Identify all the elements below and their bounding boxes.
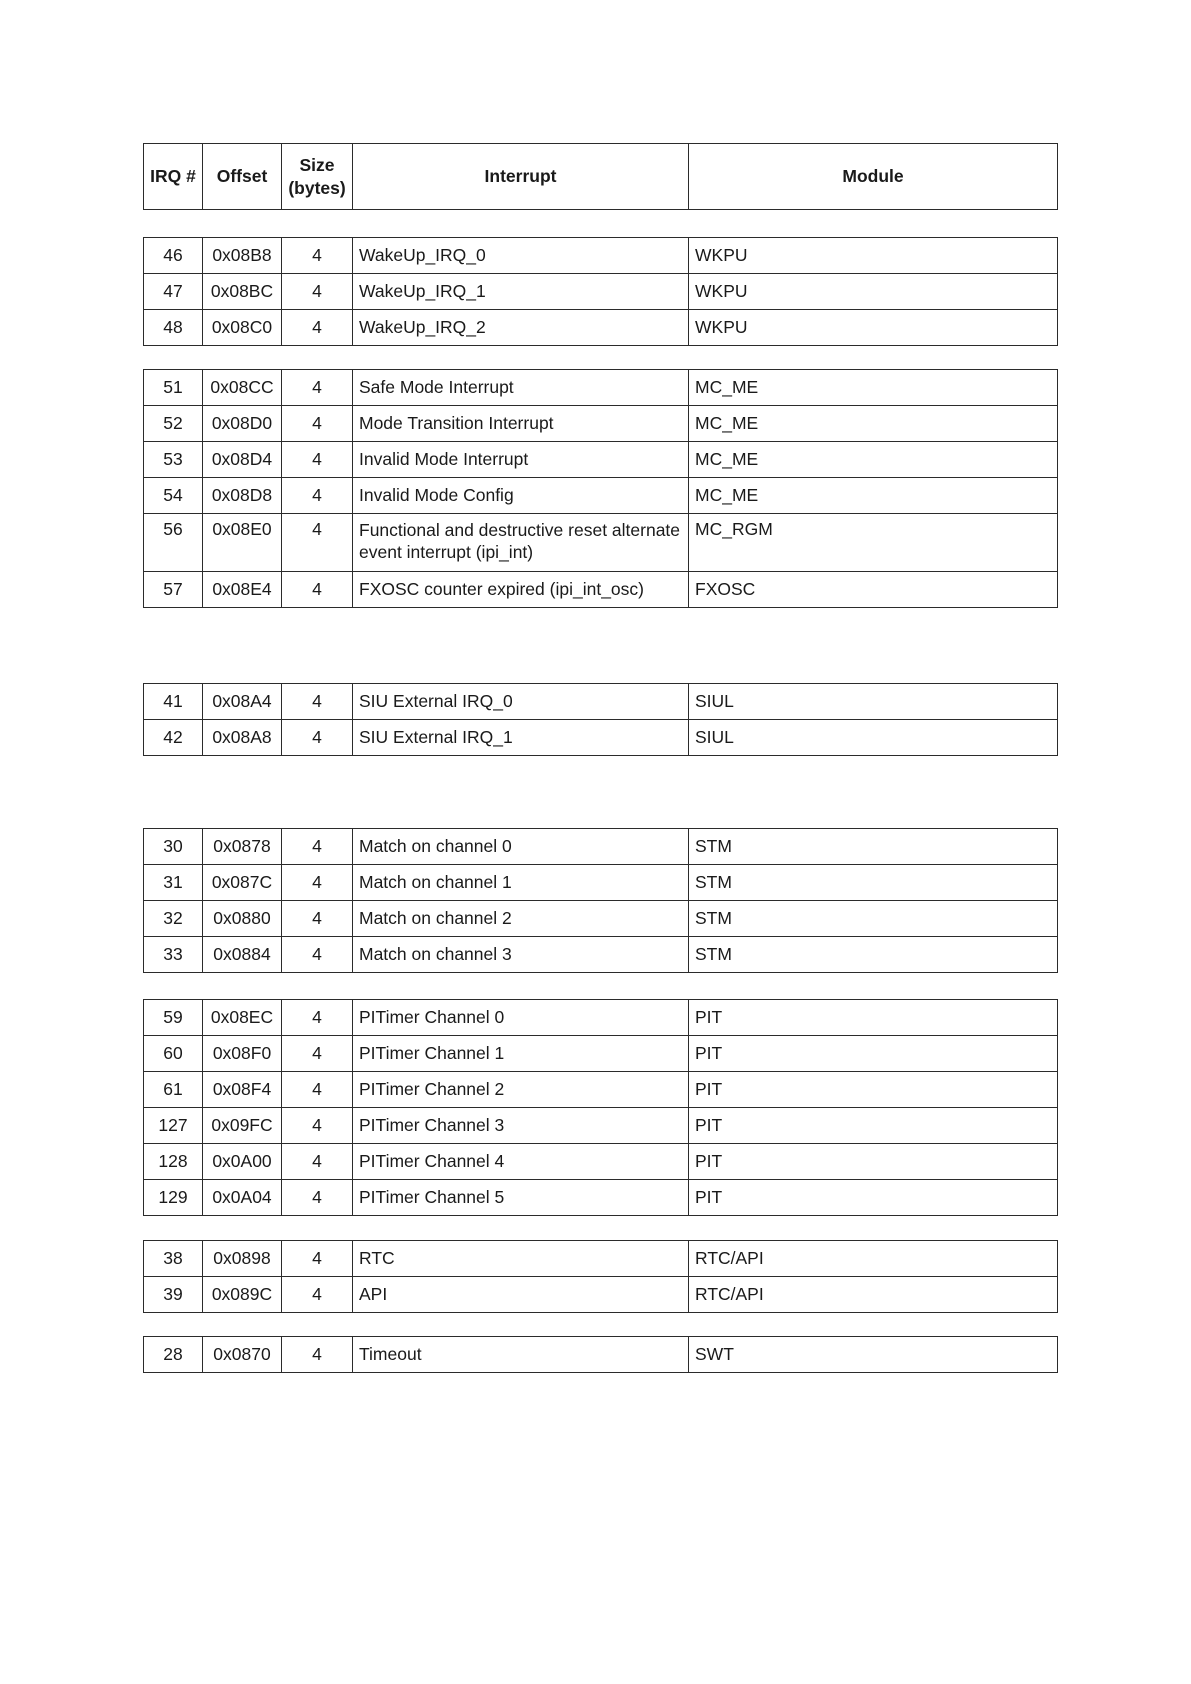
cell-offset: 0x08F4 (203, 1072, 282, 1108)
cell-size: 4 (282, 478, 353, 514)
cell-size: 4 (282, 1108, 353, 1144)
cell-size: 4 (282, 370, 353, 406)
cell-irq: 129 (144, 1180, 203, 1216)
table-row (144, 1180, 1058, 1216)
cell-interrupt: API (353, 1277, 689, 1313)
cell-size: 4 (282, 406, 353, 442)
cell-offset: 0x08C0 (203, 310, 282, 346)
table-row (144, 1108, 1058, 1144)
cell-interrupt: PITimer Channel 4 (353, 1144, 689, 1180)
irq-group-table (143, 237, 1058, 346)
cell-size: 4 (282, 865, 353, 901)
table-row (144, 310, 1058, 346)
header-module: Module (689, 144, 1058, 210)
cell-irq: 60 (144, 1036, 203, 1072)
cell-offset: 0x08CC (203, 370, 282, 406)
cell-interrupt: WakeUp_IRQ_0 (353, 238, 689, 274)
cell-size: 4 (282, 1180, 353, 1216)
irq-group-table (143, 1240, 1058, 1313)
cell-module: PIT (689, 1108, 1058, 1144)
table-row (144, 238, 1058, 274)
cell-module: RTC/API (689, 1277, 1058, 1313)
cell-interrupt: Match on channel 1 (353, 865, 689, 901)
table-row (144, 406, 1058, 442)
irq-group-table (143, 999, 1058, 1216)
cell-interrupt: Match on channel 3 (353, 937, 689, 973)
cell-module: PIT (689, 1000, 1058, 1036)
cell-size: 4 (282, 572, 353, 608)
cell-irq: 127 (144, 1108, 203, 1144)
table-row (144, 1241, 1058, 1277)
cell-size: 4 (282, 1241, 353, 1277)
cell-irq: 61 (144, 1072, 203, 1108)
cell-module: MC_RGM (689, 514, 1058, 572)
cell-size: 4 (282, 274, 353, 310)
cell-irq: 31 (144, 865, 203, 901)
header-offset: Offset (203, 144, 282, 210)
cell-module: STM (689, 937, 1058, 973)
cell-irq: 38 (144, 1241, 203, 1277)
cell-module: PIT (689, 1144, 1058, 1180)
cell-module: SIUL (689, 684, 1058, 720)
cell-offset: 0x08A8 (203, 720, 282, 756)
cell-size: 4 (282, 684, 353, 720)
table-row (144, 478, 1058, 514)
cell-size: 4 (282, 1337, 353, 1373)
cell-interrupt: SIU External IRQ_0 (353, 684, 689, 720)
cell-offset: 0x08A4 (203, 684, 282, 720)
cell-interrupt: Functional and destructive reset alternate event interrupt (ipi_int) (353, 514, 689, 572)
cell-interrupt: Invalid Mode Config (353, 478, 689, 514)
cell-interrupt: Safe Mode Interrupt (353, 370, 689, 406)
cell-module: WKPU (689, 238, 1058, 274)
table-row (144, 572, 1058, 608)
cell-interrupt: PITimer Channel 5 (353, 1180, 689, 1216)
cell-irq: 42 (144, 720, 203, 756)
cell-size: 4 (282, 238, 353, 274)
cell-offset: 0x0878 (203, 829, 282, 865)
cell-irq: 56 (144, 514, 203, 572)
table-row (144, 937, 1058, 973)
cell-module: MC_ME (689, 406, 1058, 442)
irq-group-table (143, 683, 1058, 756)
table-row (144, 1036, 1058, 1072)
cell-module: SIUL (689, 720, 1058, 756)
cell-offset: 0x08E4 (203, 572, 282, 608)
cell-irq: 52 (144, 406, 203, 442)
cell-interrupt: Timeout (353, 1337, 689, 1373)
table-row (144, 514, 1058, 572)
cell-module: WKPU (689, 274, 1058, 310)
table-row (144, 1000, 1058, 1036)
cell-offset: 0x08D8 (203, 478, 282, 514)
cell-module: STM (689, 829, 1058, 865)
cell-interrupt: PITimer Channel 3 (353, 1108, 689, 1144)
cell-module: SWT (689, 1337, 1058, 1373)
cell-offset: 0x08D4 (203, 442, 282, 478)
cell-irq: 32 (144, 901, 203, 937)
cell-irq: 53 (144, 442, 203, 478)
table-row (144, 720, 1058, 756)
cell-size: 4 (282, 1277, 353, 1313)
cell-module: FXOSC (689, 572, 1058, 608)
irq-group-table (143, 1336, 1058, 1373)
header-row (144, 144, 1058, 210)
cell-offset: 0x08BC (203, 274, 282, 310)
cell-module: STM (689, 901, 1058, 937)
cell-irq: 33 (144, 937, 203, 973)
cell-offset: 0x0A04 (203, 1180, 282, 1216)
irq-header-table (143, 143, 1058, 210)
cell-interrupt: PITimer Channel 1 (353, 1036, 689, 1072)
table-row (144, 370, 1058, 406)
cell-size: 4 (282, 901, 353, 937)
cell-interrupt: PITimer Channel 0 (353, 1000, 689, 1036)
cell-offset: 0x0898 (203, 1241, 282, 1277)
cell-offset: 0x08E0 (203, 514, 282, 572)
cell-irq: 51 (144, 370, 203, 406)
cell-module: PIT (689, 1036, 1058, 1072)
cell-size: 4 (282, 829, 353, 865)
cell-offset: 0x08F0 (203, 1036, 282, 1072)
cell-offset: 0x0A00 (203, 1144, 282, 1180)
table-row (144, 442, 1058, 478)
cell-irq: 54 (144, 478, 203, 514)
table-row (144, 1072, 1058, 1108)
cell-module: PIT (689, 1072, 1058, 1108)
cell-irq: 48 (144, 310, 203, 346)
cell-irq: 57 (144, 572, 203, 608)
cell-interrupt: Invalid Mode Interrupt (353, 442, 689, 478)
cell-module: PIT (689, 1180, 1058, 1216)
table-row (144, 1144, 1058, 1180)
cell-irq: 30 (144, 829, 203, 865)
cell-offset: 0x09FC (203, 1108, 282, 1144)
header-interrupt: Interrupt (353, 144, 689, 210)
cell-size: 4 (282, 1000, 353, 1036)
cell-offset: 0x0880 (203, 901, 282, 937)
table-row (144, 274, 1058, 310)
cell-irq: 47 (144, 274, 203, 310)
cell-module: MC_ME (689, 478, 1058, 514)
cell-interrupt: SIU External IRQ_1 (353, 720, 689, 756)
cell-size: 4 (282, 720, 353, 756)
irq-group-table (143, 828, 1058, 973)
cell-interrupt: FXOSC counter expired (ipi_int_osc) (353, 572, 689, 608)
table-row (144, 1277, 1058, 1313)
header-irq: IRQ # (144, 144, 203, 210)
cell-size: 4 (282, 1036, 353, 1072)
cell-irq: 39 (144, 1277, 203, 1313)
cell-interrupt: Match on channel 0 (353, 829, 689, 865)
cell-interrupt: Match on channel 2 (353, 901, 689, 937)
cell-interrupt: WakeUp_IRQ_1 (353, 274, 689, 310)
table-row (144, 1337, 1058, 1373)
cell-size: 4 (282, 442, 353, 478)
table-row (144, 684, 1058, 720)
table-row (144, 865, 1058, 901)
cell-size: 4 (282, 514, 353, 572)
cell-offset: 0x0884 (203, 937, 282, 973)
cell-size: 4 (282, 1144, 353, 1180)
cell-module: MC_ME (689, 442, 1058, 478)
cell-module: RTC/API (689, 1241, 1058, 1277)
header-size: Size (bytes) (282, 144, 353, 210)
cell-offset: 0x089C (203, 1277, 282, 1313)
cell-irq: 41 (144, 684, 203, 720)
table-row (144, 829, 1058, 865)
cell-interrupt: RTC (353, 1241, 689, 1277)
cell-irq: 128 (144, 1144, 203, 1180)
irq-group-table (143, 369, 1058, 608)
cell-irq: 59 (144, 1000, 203, 1036)
cell-irq: 28 (144, 1337, 203, 1373)
cell-offset: 0x0870 (203, 1337, 282, 1373)
cell-module: MC_ME (689, 370, 1058, 406)
cell-size: 4 (282, 1072, 353, 1108)
cell-offset: 0x08D0 (203, 406, 282, 442)
cell-interrupt: PITimer Channel 2 (353, 1072, 689, 1108)
cell-module: STM (689, 865, 1058, 901)
cell-size: 4 (282, 937, 353, 973)
cell-module: WKPU (689, 310, 1058, 346)
table-row (144, 901, 1058, 937)
cell-offset: 0x08EC (203, 1000, 282, 1036)
cell-interrupt: WakeUp_IRQ_2 (353, 310, 689, 346)
cell-irq: 46 (144, 238, 203, 274)
cell-size: 4 (282, 310, 353, 346)
cell-offset: 0x08B8 (203, 238, 282, 274)
cell-interrupt: Mode Transition Interrupt (353, 406, 689, 442)
cell-offset: 0x087C (203, 865, 282, 901)
